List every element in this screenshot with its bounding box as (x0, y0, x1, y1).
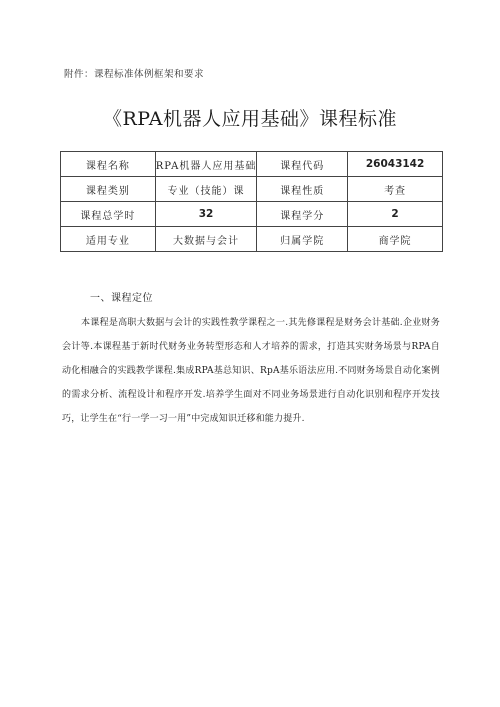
table-value-cell: 商学院 (348, 227, 443, 252)
table-label-cell: 课程学分 (257, 202, 348, 227)
table-label-cell: 归属学院 (257, 227, 348, 252)
table-label-cell: 课程性质 (257, 177, 348, 202)
body-paragraph: 本课程是高职大数据与会计的实践性教学课程之一.其先修课程是财务会计基础.企业财务会计等.本课程基于新时代财务业务转型形态和人才培养的需求，打造其实财务场景与RPA自动化相融合的实践教学课程.集成RPA基总知识、RpA基乐语法应用.不同财务场景自动化案例的需求分析、流程设计和程序开发.培养学生面对不同业务场景进行自动化识别和程序开发技巧，让学生在“行一学一习一用”中完成知识迁移和能力提升. (62, 318, 440, 424)
table-value-cell: 专业（技能）课 (155, 177, 257, 202)
table-label-cell: 课程名称 (61, 152, 156, 177)
table-label-cell: 课程总学时 (61, 202, 156, 227)
table-value-cell: 考查 (348, 177, 443, 202)
table-row (61, 227, 443, 252)
annex-label: 附件：课程标准体例框架和要求 (64, 69, 205, 80)
table-value-cell: 大数据与会计 (155, 227, 257, 252)
table-value-cell: 26043142 (348, 152, 443, 177)
table-value-cell: 32 (155, 202, 257, 227)
document-title: 《RPA机器人应用基础》课程标准 (102, 108, 398, 130)
table-row (61, 177, 443, 202)
table-value-cell: RPA机器人应用基础 (155, 152, 257, 177)
table-value-cell: 2 (348, 202, 443, 227)
table-label-cell: 课程类别 (61, 177, 156, 202)
body-text (62, 311, 440, 431)
table-label-cell: 课程代码 (257, 152, 348, 177)
table-label-cell: 适用专业 (61, 227, 156, 252)
section-heading: 一、课程定位 (90, 293, 153, 304)
table-row (61, 152, 443, 177)
table-row (61, 202, 443, 227)
course-info-table (60, 151, 443, 252)
